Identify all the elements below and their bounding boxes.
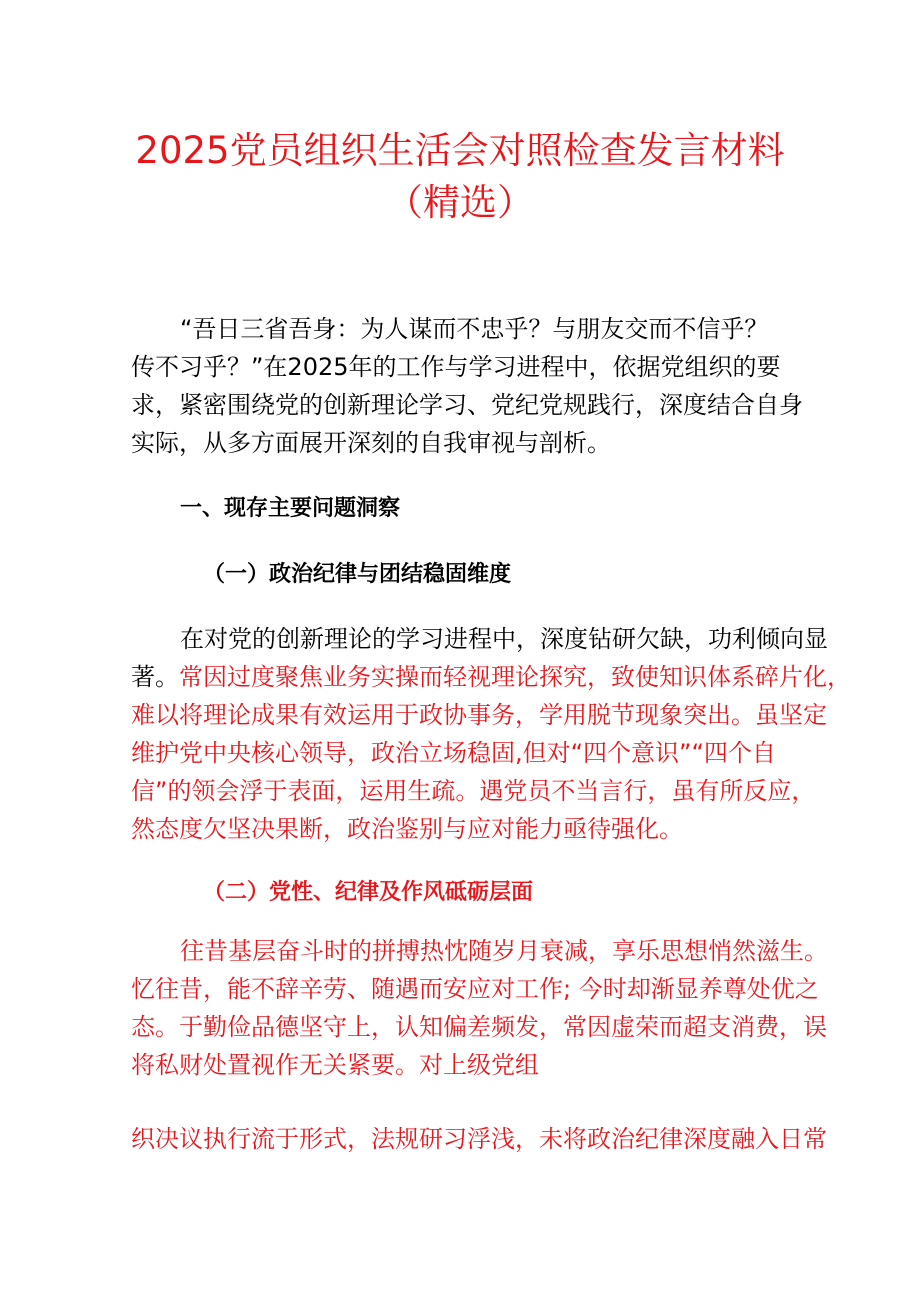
intro-line: 求，紧密围绕党的创新理论学习、党纪党规践行，深度结合自身 xyxy=(131,391,803,419)
subsection1-line-mixed xyxy=(131,658,851,696)
document-title-line1: 2025党员组织生活会对照检查发言材料 xyxy=(135,129,785,172)
subsection1-line: 难以将理论成果有效运用于政协事务，学用脱节现象突出。虽坚定 xyxy=(131,701,827,729)
subsection1-line: 信”的领会浮于表面，运用生疏。遇党员不当言行，虽有所反应， xyxy=(131,777,816,805)
subsection1-paragraph xyxy=(131,620,851,848)
intro-line: 传不习乎？”在2025年的工作与学习进程中，依据党组织的要 xyxy=(131,353,781,381)
subsection1-line: 在对党的创新理论的学习进程中，深度钻研欠缺，功利倾向显 xyxy=(180,625,828,653)
subsection1-heading: （一）政治纪律与团结稳固维度 xyxy=(203,562,512,587)
subsection2-line: 态。于勤俭品德坚守上，认知偏差频发，常因虚荣而超支消费，误 xyxy=(131,1013,827,1041)
subsection1-line: 然态度欠坚决果断，政治鉴别与应对能力亟待强化。 xyxy=(131,815,683,843)
subsection2-line: 忆往昔，能不辞辛劳、随遇而安应对工作; 今时却渐显养尊处优之 xyxy=(131,975,819,1003)
subsection1-line: 维护党中央核心领导，政治立场稳固,但对“四个意识”“四个自 xyxy=(131,739,776,767)
subsection1-black-text: 著。 xyxy=(131,663,179,691)
subsection2-line: 将私财处置视作无关紧要。对上级党组 xyxy=(131,1051,539,1079)
subsection2-continuation xyxy=(131,1120,827,1158)
section1-heading: 一、现存主要问题洞察 xyxy=(180,496,401,521)
intro-paragraph xyxy=(131,310,803,462)
subsection1-red-text: 常因过度聚焦业务实操而轻视理论探究，致使知识体系碎片化， xyxy=(179,663,851,691)
intro-line: 实际，从多方面展开深刻的自我审视与剖析。 xyxy=(131,429,611,457)
subsection2-continuation-line: 织决议执行流于形式，法规研习浮浅，未将政治纪律深度融入日常 xyxy=(131,1125,827,1153)
document-title-line2: （精选） xyxy=(386,181,534,224)
subsection2-paragraph xyxy=(131,932,828,1084)
intro-line: “吾日三省吾身：为人谋而不忠乎？与朋友交而不信乎？ xyxy=(180,315,769,343)
subsection2-heading: （二）党性、纪律及作风砥砺层面 xyxy=(203,880,534,905)
subsection2-line: 往昔基层奋斗时的拼搏热忱随岁月衰减，享乐思想悄然滋生。 xyxy=(180,937,828,965)
